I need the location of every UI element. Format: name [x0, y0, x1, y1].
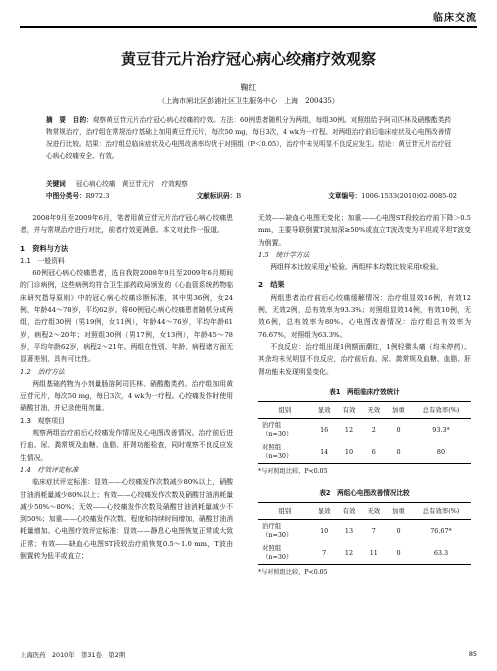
subsection-heading: 1.3 观察项目: [20, 416, 65, 425]
keywords-label: 关键词: [46, 180, 66, 188]
table-cell: 6: [361, 441, 386, 464]
table1-note: *与对照组比较，P<0.05: [258, 468, 328, 476]
article-no-item: [328, 190, 457, 202]
table-cell: 10: [337, 441, 362, 464]
table-row: [258, 520, 471, 543]
general-data-paragraph: 60例冠心病心绞痛患者，选自我院2008年9月至2009年6月期间的门诊病例，这些病例均符合卫生部药政局颁发的《心血管系统药物临床研究指导原则》中的冠心病心绞痛诊断标准，其中男36例，女24例，年龄44～78岁，平均62岁。将60例冠心病心绞痛患者随机分成两组，治疗组30例（男19例，女11例），年龄44～76岁，平均年龄61岁，病程2～20年；对照组30例（男17例，女13例），年龄45～78岁，平均年龄62岁，病程2～21年。两组在性别、年龄、病程诸方面无显著差别，具有可比性。: [20, 269, 233, 364]
table2: [258, 502, 471, 565]
table2-title: 表2 两组心电图改善情况比较: [319, 488, 410, 497]
group-name: 对照组: [262, 443, 282, 452]
keywords-line: [46, 178, 457, 190]
header-rule: [20, 26, 477, 28]
table-header-cell: 总有效率(%): [411, 402, 471, 419]
table-cell: 0: [386, 542, 411, 565]
table-row: [258, 542, 471, 565]
subsection-heading: 1.4 疗效评定标准: [20, 465, 79, 474]
table-cell: 12: [337, 542, 362, 565]
table2-note: *与对照组比较，P<0.05: [258, 569, 328, 577]
table-cell: 93.3*: [432, 426, 450, 435]
running-header: [0, 0, 497, 30]
table-header-cell: 有效: [337, 503, 362, 520]
article-title: 黄豆苷元片治疗冠心病心绞痛疗效观察: [120, 50, 376, 68]
table-header-cell: 加重: [386, 503, 411, 520]
article-meta: [46, 178, 457, 202]
table-header-cell: 显效: [312, 402, 337, 419]
table-cell: 76.67*: [430, 527, 452, 536]
abstract-label: 摘 要 目的：: [46, 116, 93, 124]
table-cell: 2: [371, 426, 376, 435]
table-header-cell: 显效: [312, 503, 337, 520]
page-number: 85: [468, 650, 477, 658]
doc-code-label: 文献标识码：: [196, 192, 237, 200]
intro-paragraph: 2008年9月至2009年6月，笔者用黄豆苷元片治疗冠心病心绞痛患者，并与常规治疗进行对比，前者疗效更满意。本文对此作一报道。: [20, 214, 233, 235]
right-column: [258, 212, 471, 580]
table-cell: 13: [344, 527, 354, 536]
table-cell: 63.3: [411, 542, 471, 565]
table-cell: 12: [344, 426, 354, 435]
table1: [258, 401, 471, 464]
keywords-text: 冠心病心绞痛 黄豆苷元片 疗效观察: [75, 180, 188, 188]
table-cell: 0: [386, 441, 411, 464]
treatment-paragraph: 两组基础药物为小剂量肠溶阿司匹林、硝酸酯类药。治疗组加用黄豆苷元片，每次50 mg，每日3次，4 wk为一疗程。心绞痛发作时使用硝酸甘油，并记录使用剂量。: [20, 379, 233, 413]
subsection-heading: 1.2 治疗方法: [20, 367, 65, 376]
group-cell: [258, 520, 312, 543]
abstract: [46, 114, 451, 162]
article-no-value: 1006-1533(2010)02-0085-02: [361, 192, 457, 200]
table-cell: 10: [320, 527, 329, 536]
clc-value: R972.3: [85, 192, 110, 200]
table-cell: 16: [320, 426, 329, 435]
table-cell: 0: [396, 527, 401, 536]
journal-info: 上海医药 2010年 第31卷 第2期: [20, 651, 126, 659]
results-paragraph: 两组患者治疗前后心绞痛缓解情况：治疗组显效16例，有效12例，无效2例，总有效率为93.3%；对照组显效14例，有效10例，无效6例，总有效率为80%。心电图改善情况：治疗组总有效率为76.67%，对照组为63.3%。: [258, 293, 471, 339]
subsection-heading: 1.5 统计学方法: [258, 250, 310, 259]
classification-line: [46, 190, 457, 202]
table-header-cell: 总有效率(%): [411, 503, 471, 520]
left-column: [20, 212, 233, 562]
table-header-cell: 无效: [361, 503, 386, 520]
group-name: 治疗组: [262, 421, 282, 430]
section-heading-results: 2 结果: [258, 280, 285, 290]
statistics-paragraph: 两组样本比较采用χ²检验。两组样本均数比较采用t检验。: [270, 263, 443, 272]
author-name: 鞠红: [240, 83, 257, 92]
article-no-label: 文章编号：: [328, 192, 362, 200]
author-affiliation: （上海市闸北区彭浦社区卫生服务中心 上海 200435）: [158, 97, 339, 105]
table-row: [258, 441, 471, 464]
group-cell: [258, 542, 312, 565]
table-cell: 14: [312, 441, 337, 464]
group-name: 对照组: [262, 544, 282, 553]
table-header-cell: 组别: [258, 402, 312, 419]
group-name: 治疗组: [262, 522, 282, 531]
table-cell: 7: [312, 542, 337, 565]
criteria-continued: 无效——缺血心电图无变化；加重——心电图ST段较治疗前下降＞0.5 mm，主要导联倒置T波加深≥50%或直立T波改变为平坦或平坦T波变为倒置。: [258, 214, 471, 247]
group-n: （n=30）: [262, 452, 293, 461]
group-n: （n=30）: [262, 430, 293, 439]
table1-title: 表1 两组临床疗效统计: [329, 387, 400, 396]
table-header-row: [258, 402, 471, 419]
group-cell: [258, 419, 312, 442]
table-header-row: [258, 503, 471, 520]
abstract-text: 观察黄豆苷元片治疗冠心病心绞痛的疗效。方法：60例患者随机分为两组，每组30例。对照组给予阿司匹林及硝酸酯类药物常规治疗，治疗组在常规治疗基础上加用黄豆苷元片，每次50 mg，每日3次，4 wk为一疗程。对两组治疗前后临床症状及心电图改善情况进行比较。结果：治疗组总临床症状及心电图改善率均优于对照组（P＜0.05），治疗中未见明显不良反应发生。结论：黄豆苷元片治疗冠心病心绞痛安全、有效。: [46, 116, 451, 160]
table-cell: 0: [396, 426, 401, 435]
criteria-paragraph: 临床症状评定标准：显效——心绞痛发作次数减少80%以上，硝酸甘油消耗量减少80%以上；有效——心绞痛发作次数及硝酸甘油消耗量减少50%～80%；无效——心绞痛发作次数及硝酸甘油消耗量减少不到50%；加重——心绞痛发作次数、程度和持续时间增加，硝酸甘油消耗量增加。心电图疗效评定标准：显效——静息心电图恢复正常或大致正常；有效——缺血心电图ST段较治疗前恢复0.5～1.0 mm，T波由倒置转为低平或直立；: [20, 478, 233, 561]
table-cell: 80: [411, 441, 471, 464]
group-n: （n=30）: [262, 531, 293, 540]
table-row: [258, 419, 471, 442]
table-header-cell: 组别: [258, 503, 312, 520]
table-cell: 11: [361, 542, 386, 565]
adverse-paragraph: 不良反应：治疗组出现1例额面潮红，1例轻微头痛（均未停药）。其余均未见明显不良反应，治疗前后血、尿、粪常规及血糖、血脂、肝肾功能未发现明显变化。: [258, 342, 471, 376]
doc-code-item: [197, 190, 241, 202]
group-n: （n=30）: [262, 553, 293, 562]
subsection-heading: 1.1 一般资料: [20, 256, 65, 265]
clc-label: 中图分类号：: [46, 192, 86, 200]
section-tag: 临床交流: [433, 13, 477, 24]
table-cell: 7: [371, 527, 376, 536]
doc-code-value: B: [236, 192, 242, 200]
table-header-cell: 有效: [337, 402, 362, 419]
table-header-cell: 无效: [361, 402, 386, 419]
clc-item: [46, 190, 109, 202]
group-cell: [258, 441, 312, 464]
table-header-cell: 加重: [386, 402, 411, 419]
observation-paragraph: 观察两组治疗前后心绞痛发作情况及心电图改善情况。治疗前后进行血、尿、粪常规及血糖、血脂、肝肾功能检查，同时观察不良反应发生情况。: [20, 429, 233, 462]
section-heading-methods: 1 资料与方法: [20, 243, 69, 253]
